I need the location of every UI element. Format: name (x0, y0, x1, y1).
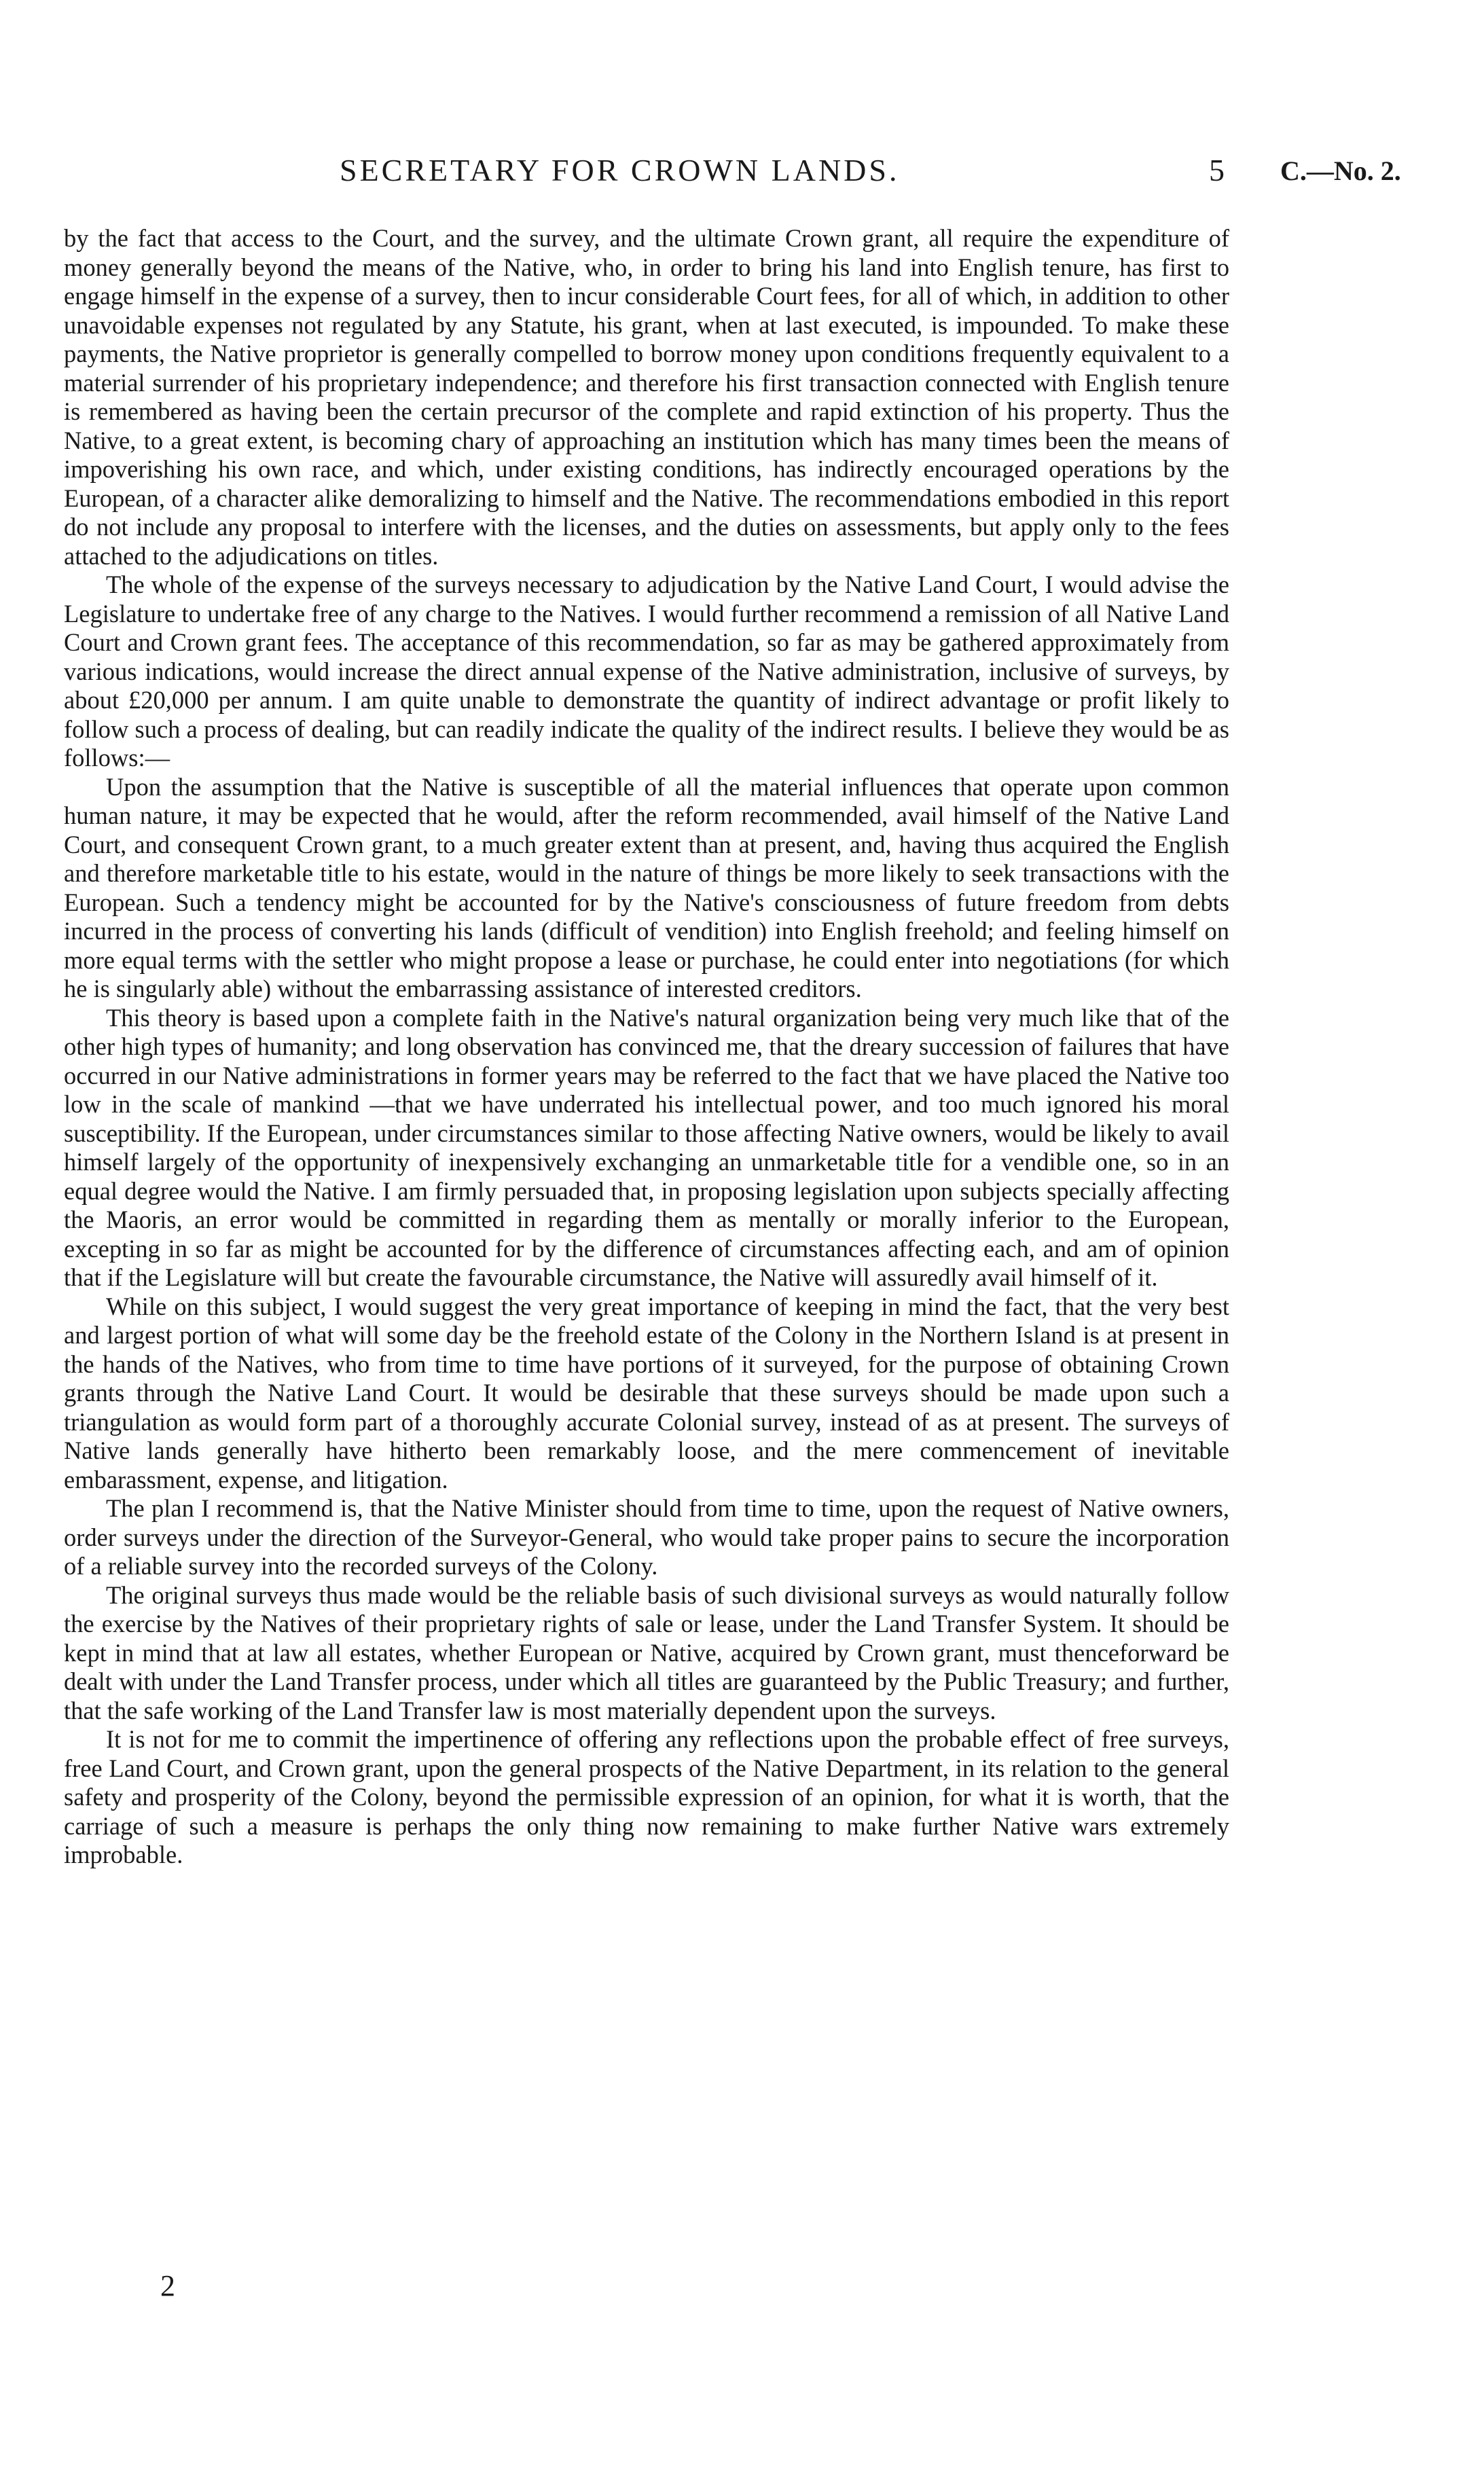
page-title: SECRETARY FOR CROWN LANDS. (340, 153, 900, 187)
paragraph-7: The original surveys thus made would be the reliable basis of such divisional surveys as would naturally follow the exercise by the Natives of their proprietary rights of sale or lease, under the Land Transfer System. It should be kept in mind that at law all estates, whether European or Native, acquired by Crown grant, must thenceforward be dealt with under the Land Transfer process, under which all titles are guaranteed by the Public Treasury; and further, that the safe working of the Land Transfer law is most materially dependent upon the surveys. (64, 1580, 1229, 1724)
page-number: 5 (1209, 153, 1225, 187)
body-text (64, 224, 1229, 1870)
paragraph-2: The whole of the expense of the surveys necessary to adjudication by the Native Land Court, I would advise the Legislature to undertake free of any charge to the Natives. I would further recommend a remission of all Native Land Court and Crown grant fees. The acceptance of this recommendation, so far as may be gathered approximately from various indications, would increase the direct annual expense of the Native administration, inclusive of surveys, by about £20,000 per annum. I am quite unable to demonstrate the quantity of indirect advantage or profit likely to follow such a process of dealing, but can readily indicate the quality of the indirect results. I believe they would be as follows:— (64, 571, 1229, 772)
paragraph-3: Upon the assumption that the Native is susceptible of all the material influences that operate upon common human nature, it may be expected that he would, after the reform recommended, avail himself of the Native Land Court, and consequent Crown grant, to a much greater extent than at present, and, having thus acquired the English and therefore marketable title to his estate, would in the nature of things be more likely to seek transactions with the European. Such a tendency might be accounted for by the Native's consciousness of future freedom from debts incurred in the process of converting his lands (difficult of vendition) into English freehold; and feeling himself on more equal terms with the settler who might propose a lease or purchase, he could enter into negotiations (for which he is singularly able) without the embarrassing assistance of interested creditors. (64, 772, 1229, 1002)
paragraph-4: This theory is based upon a complete faith in the Native's natural organization being very much like that of the other high types of humanity; and long observation has convinced me, that the dreary succession of failures that have occurred in our Native administrations in former years may be referred to the fact that we have placed the Native too low in the scale of mankind —that we have underrated his intellectual power, and too much ignored his moral susceptibility. If the European, under circumstances similar to those affecting Native owners, would be likely to avail himself largely of the opportunity of inexpensively exchanging an unmarketable title for a vendible one, so in an equal degree would the Native. I am firmly persuaded that, in proposing legislation upon subjects specially affecting the Maoris, an error would be committed in regarding them as mentally or morally inferior to the European, excepting in so far as might be accounted for by the difference of circumstances affecting each, and am of opinion that if the Legislature will but create the favourable circumstance, the Native will assuredly avail himself of it. (64, 1003, 1229, 1291)
paragraph-1: by the fact that access to the Court, and the survey, and the ultimate Crown grant, all require the expenditure of money generally beyond the means of the Native, who, in order to bring his land into English tenure, has first to engage himself in the expense of a survey, then to incur considerable Court fees, for all of which, in addition to other unavoidable expenses not regulated by any Statute, his grant, when at last executed, is impounded. To make these payments, the Native proprietor is generally compelled to borrow money upon conditions frequently equivalent to a material surrender of his proprietary independence; and therefore his first transaction connected with English tenure is remembered as having been the certain precursor of the complete and rapid extinction of his property. Thus the Native, to a great extent, is becoming chary of approaching an institution which has many times been the means of impoverishing his own race, and which, under existing conditions, has indirectly encouraged operations by the European, of a character alike demoralizing to himself and the Native. The recommendations embodied in this report do not include any proposal to interfere with the licenses, and the duties on assessments, but apply only to the fees attached to the adjudications on titles. (64, 224, 1229, 570)
signature-mark: 2 (160, 2269, 175, 2302)
page-header (0, 152, 1484, 200)
document-reference: C.—No. 2. (1280, 156, 1401, 186)
paragraph-8: It is not for me to commit the impertinence of offering any reflections upon the probable effect of free surveys, free Land Court, and Crown grant, upon the general prospects of the Native Department, in its relation to the general safety and prosperity of the Colony, beyond the permissible expression of an opinion, for what it is worth, that the carriage of such a measure is perhaps the only thing now remaining to make further Native wars extremely improbable. (64, 1725, 1229, 1868)
paragraph-5: While on this subject, I would suggest the very great importance of keeping in mind the fact, that the very best and largest portion of what will some day be the freehold estate of the Colony in the Northern Island is at present in the hands of the Natives, who from time to time have portions of it surveyed, for the purpose of obtaining Crown grants through the Native Land Court. It would be desirable that these surveys should be made upon such a triangulation as would form part of a thoroughly accurate Colonial survey, instead of as at present. The surveys of Native lands generally have hitherto been remarkably loose, and the mere commencement of inevitable embarassment, expense, and litigation. (64, 1292, 1229, 1494)
paragraph-6: The plan I recommend is, that the Native Minister should from time to time, upon the request of Native owners, order surveys under the direction of the Surveyor-General, who would take proper pains to secure the incorporation of a reliable survey into the recorded surveys of the Colony. (64, 1494, 1229, 1580)
